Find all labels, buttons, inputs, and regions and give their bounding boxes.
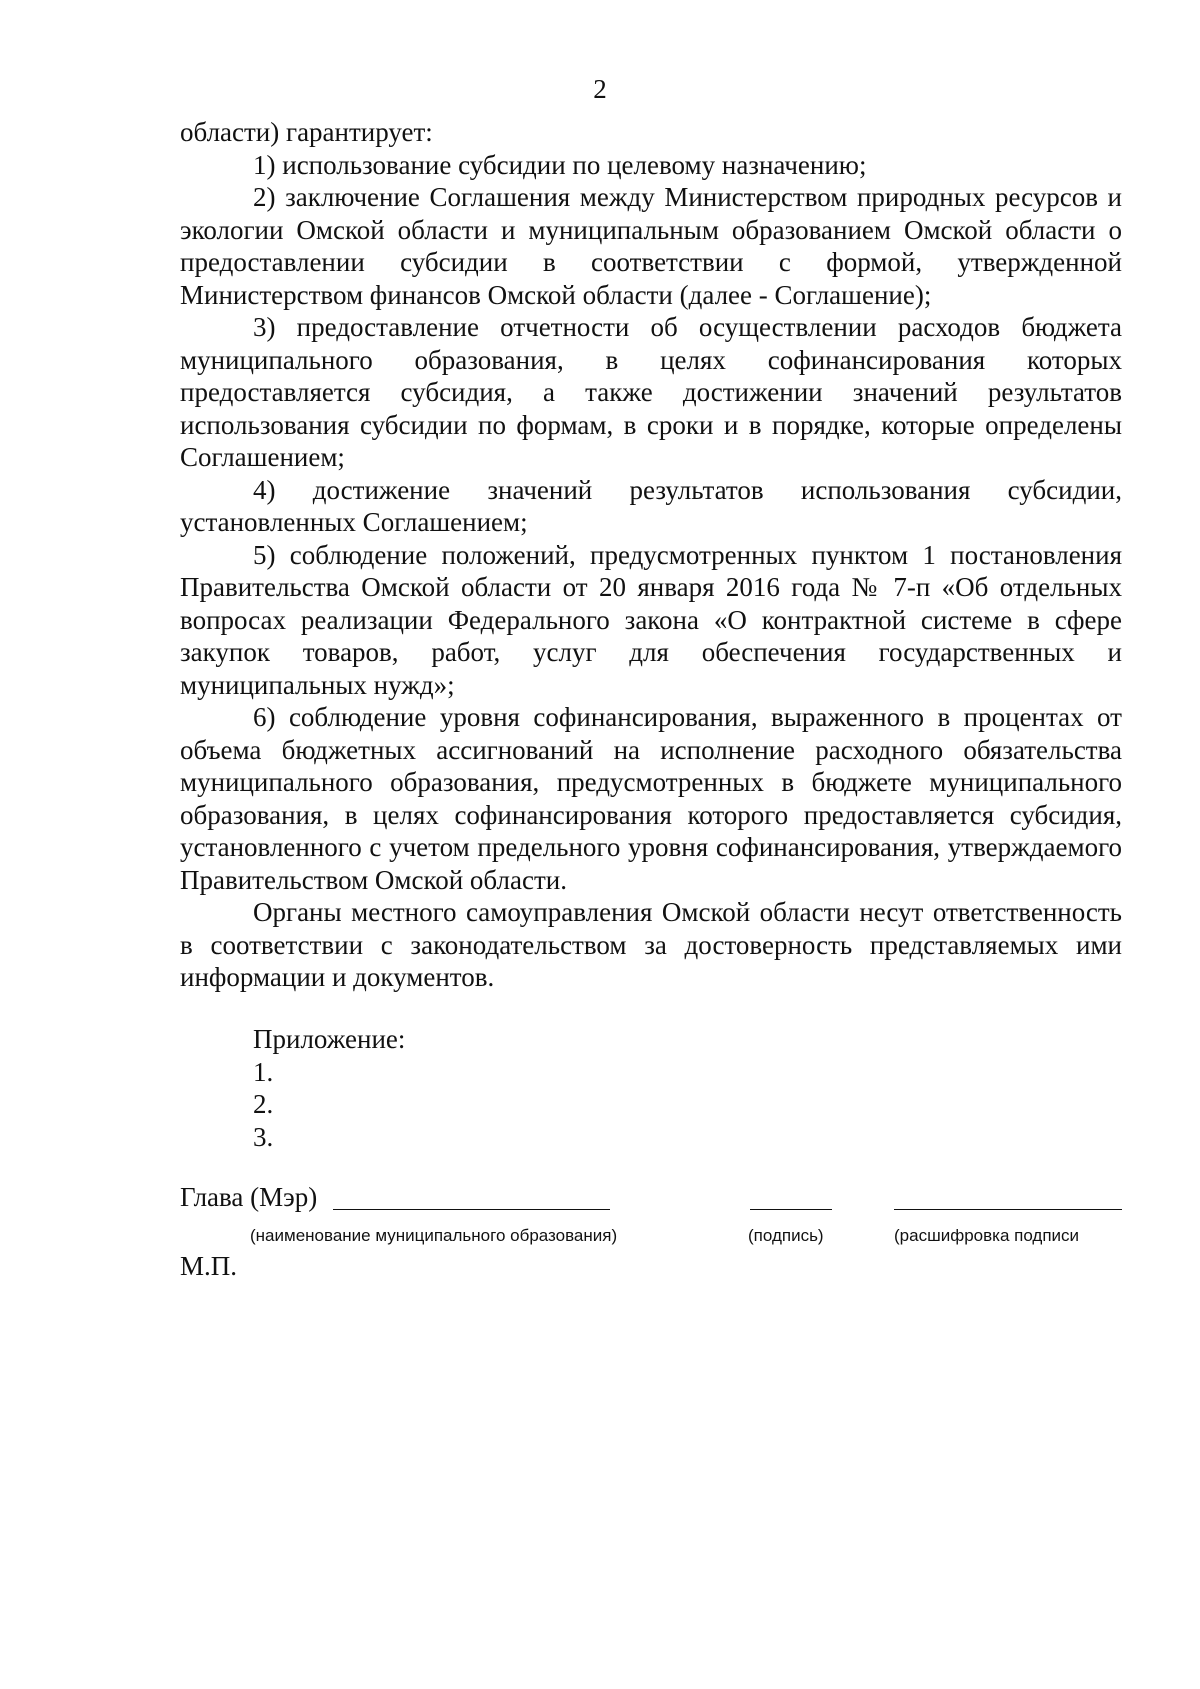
document-body xyxy=(180,116,1122,994)
caption-signature-decoding: (расшифровка подписи xyxy=(894,1226,1080,1245)
appendix-item: 2. xyxy=(253,1089,274,1119)
paragraph-item-1: 1) использование субсидии по целевому назначению; xyxy=(253,149,867,180)
seal-placeholder: М.П. xyxy=(180,1251,238,1281)
signature-decoding-line xyxy=(894,1209,1122,1210)
paragraph-item-6: 6) соблюдение уровня софинансирования, выраженного в процентах от объема бюджетных ассигнований на исполнение расходного обязательства муниципального образования, предусмотренных в бюджете муниципального образования, в целях софинансирования которого предоставляется субсидия, установленного с учетом предельного уровня софинансирования, утверждаемого Правительством Омской области. xyxy=(180,702,1122,895)
appendix-title: Приложение: xyxy=(253,1024,406,1054)
signature-block xyxy=(180,1181,1122,1221)
appendix-item: 1. xyxy=(253,1056,274,1087)
signature-title: Глава (Мэр) xyxy=(180,1182,318,1212)
caption-municipality-name: (наименование муниципального образования) xyxy=(250,1226,618,1245)
paragraph-item-2: 2) заключение Соглашения между Министерством природных ресурсов и экологии Омской области и муниципальным образованием Омской области о предоставлении субсидии в соответствии с формой, утвержденной Министерством финансов Омской области (далее - Соглашение); xyxy=(180,182,1122,310)
paragraph-responsibility: Органы местного самоуправления Омской области несут ответственность в соответствии с законодательством за достоверность представляемых ими информации и документов. xyxy=(180,897,1122,992)
signature-line xyxy=(750,1209,832,1210)
page-number: 2 xyxy=(593,74,607,104)
paragraph-item-3: 3) предоставление отчетности об осуществлении расходов бюджета муниципального образования, в целях софинансирования которых предоставляется субсидия, а также достижении значений результатов использования субсидии по формам, в сроки и в порядке, которые определены Соглашением; xyxy=(180,312,1122,472)
municipality-name-line xyxy=(333,1209,610,1210)
caption-signature: (подпись) xyxy=(748,1226,824,1245)
paragraph-intro: области) гарантирует: xyxy=(180,117,433,147)
appendix-item: 3. xyxy=(253,1121,274,1152)
paragraph-item-5: 5) соблюдение положений, предусмотренных пунктом 1 постановления Правительства Омской области от 20 января 2016 года № 7-п «Об отдельных вопросах реализации Федерального закона «О контрактной системе в сфере закупок товаров, работ, услуг для обеспечения государственных и муниципальных нужд»; xyxy=(180,539,1122,700)
appendix-block xyxy=(253,1023,405,1153)
paragraph-item-4: 4) достижение значений результатов использования субсидии, установленных Соглашением; xyxy=(180,474,1122,537)
